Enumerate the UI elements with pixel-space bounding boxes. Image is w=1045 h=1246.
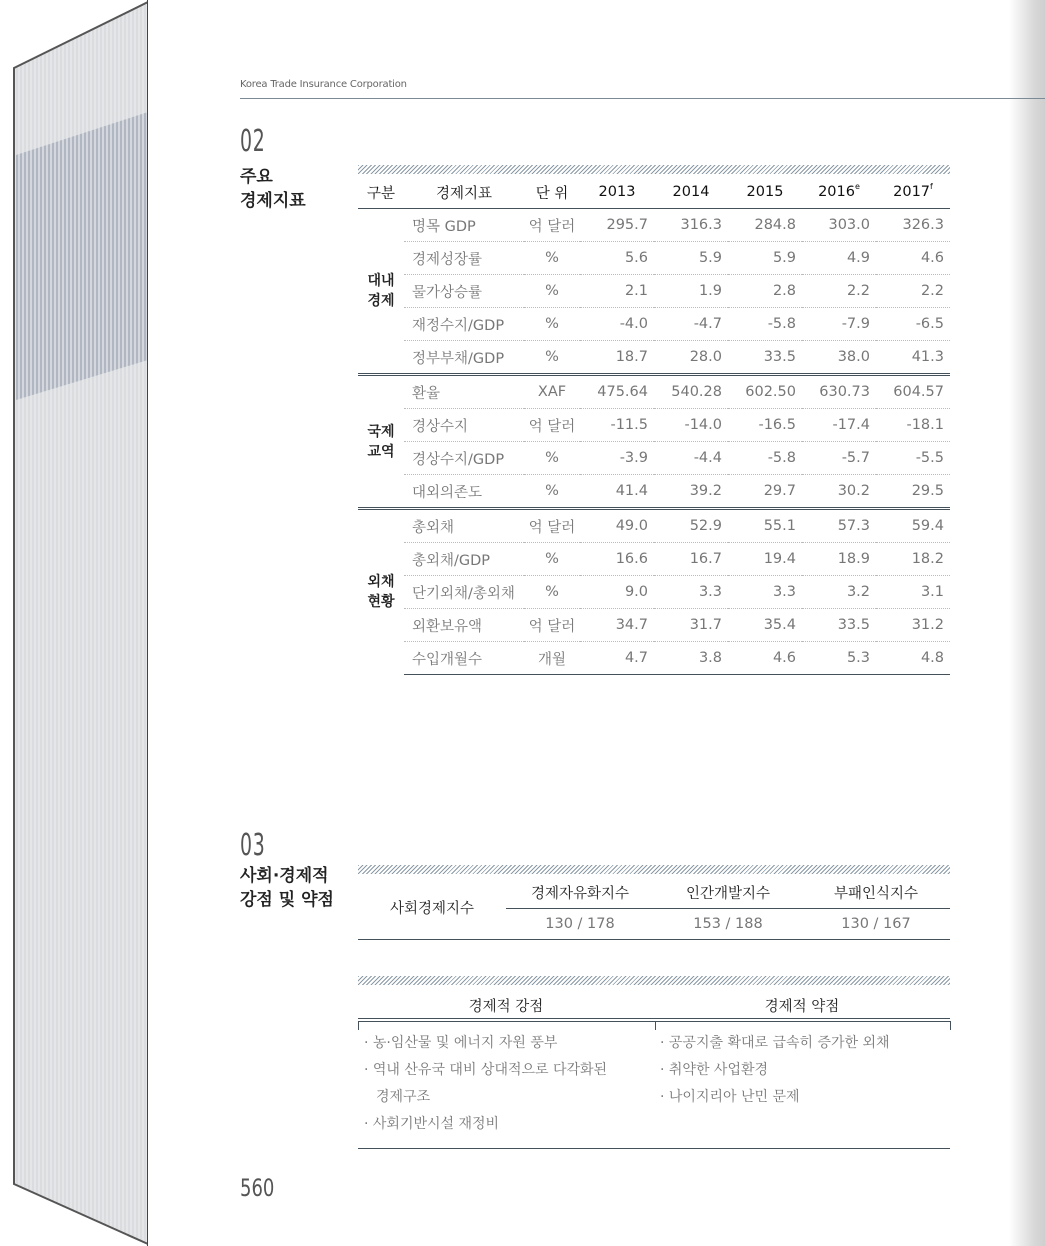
strengths-title: 경제적 강점 (468, 999, 544, 1015)
weakness-item: · 나이지리아 난민 문제 (660, 1089, 800, 1105)
indicator-name: 총외채 (404, 509, 524, 543)
indicator-name: 외환보유액 (404, 609, 524, 642)
indicator-value: 326.3 (876, 209, 950, 242)
section3-title-line1: 사회·경제적 (240, 866, 329, 886)
section2-title-line1: 주요 (240, 167, 273, 187)
indicator-unit: 억 달러 (524, 609, 580, 642)
table-row (358, 642, 950, 675)
indicator-unit: % (545, 483, 559, 499)
table-row (358, 543, 950, 576)
indicator-group (358, 209, 950, 375)
indicator-value: 3.8 (654, 642, 728, 675)
indicator-value: 19.4 (728, 543, 802, 576)
indicator-value: 4.6 (876, 242, 950, 275)
indicator-value: 3.3 (654, 576, 728, 609)
table-row (358, 409, 950, 442)
table-row (358, 442, 950, 475)
group-label (358, 375, 404, 509)
weakness-item: · 공공지출 확대로 급속히 증가한 외채 (660, 1035, 890, 1051)
strength-item: · 역내 산유국 대비 상대적으로 다각화된 (364, 1062, 608, 1078)
index-header: 부패인식지수 (802, 876, 950, 909)
indicator-value: 4.8 (876, 642, 950, 675)
indicator-value: 3.2 (802, 576, 876, 609)
index-value: 130 / 178 (506, 909, 654, 940)
indicator-value: -6.5 (876, 308, 950, 341)
indicator-value: -4.7 (654, 308, 728, 341)
indicator-value: 29.5 (911, 483, 944, 499)
strengths-list (364, 1030, 607, 1138)
indicator-value: -5.7 (802, 442, 876, 475)
book-edge (0, 0, 160, 1246)
indicator-name: 경상수지 (404, 409, 524, 442)
indicator-value: 602.50 (728, 375, 802, 409)
indicator-name: 경제성장률 (404, 242, 524, 275)
table-row (358, 475, 950, 509)
indicator-unit: % (524, 576, 580, 609)
indicator-value: 3.3 (728, 576, 802, 609)
table-hatch-bar (358, 165, 950, 174)
index-hatch-bar (358, 865, 950, 874)
indicator-value: 41.4 (615, 483, 648, 499)
indicator-value: 604.57 (876, 375, 950, 409)
index-row-label: 사회경제지수 (358, 876, 506, 940)
indicator-value: -7.9 (802, 308, 876, 341)
index-header: 경제자유화지수 (506, 876, 654, 909)
col-header: 2013 (580, 176, 654, 209)
indicator-value: 41.3 (911, 349, 944, 365)
page-number: 560 (240, 1174, 275, 1202)
index-header-row (358, 876, 950, 909)
weaknesses-bracket (655, 1021, 951, 1030)
indicator-value: 3.1 (876, 576, 950, 609)
indicator-value: -4.4 (654, 442, 728, 475)
group-label-line: 외채 (367, 574, 395, 591)
indicator-name: 단기외채/총외채 (404, 576, 524, 609)
page-gutter-shadow (1009, 0, 1045, 1246)
indicator-value: 2.1 (580, 275, 654, 308)
indicator-value: 4.7 (580, 642, 654, 675)
indicator-value: 35.4 (728, 609, 802, 642)
table-row (358, 341, 950, 375)
indicator-name: 명목 GDP (404, 209, 524, 242)
indicator-value: -4.0 (580, 308, 654, 341)
indicator-unit: 억 달러 (524, 409, 580, 442)
col-header: 단 위 (524, 176, 580, 209)
table-row (358, 242, 950, 275)
indicator-value: 295.7 (580, 209, 654, 242)
section3-title-line2: 강점 및 약점 (240, 890, 334, 910)
group-label-line: 국제 (367, 423, 395, 440)
strength-item: · 농·임산물 및 에너지 자원 풍부 (364, 1035, 558, 1051)
indicator-value: 2.2 (876, 275, 950, 308)
indicator-value: 57.3 (802, 509, 876, 543)
col-header: 구분 (358, 176, 404, 209)
year-label: 2017 (893, 184, 931, 200)
indicator-value: -18.1 (876, 409, 950, 442)
indicator-value: 5.3 (802, 642, 876, 675)
indicator-unit: % (524, 275, 580, 308)
indicator-value: 29.7 (763, 483, 796, 499)
indicator-value: 16.6 (580, 543, 654, 576)
indicator-unit: 억 달러 (524, 209, 580, 242)
indicator-value: 540.28 (654, 375, 728, 409)
strengths-weaknesses-header (358, 988, 950, 1019)
group-label-line: 교역 (367, 443, 395, 460)
table-row (358, 576, 950, 609)
section3-title (240, 864, 334, 912)
indicator-name: 정부부채/GDP (412, 350, 505, 367)
indicator-unit: 개월 (524, 642, 580, 675)
indicator-name: 물가상승률 (404, 275, 524, 308)
page (148, 0, 1045, 1246)
indicator-value: -3.9 (580, 442, 654, 475)
indicator-value: -14.0 (654, 409, 728, 442)
indicator-unit: XAF (524, 375, 580, 409)
strength-item: · 사회기반시설 재정비 (364, 1116, 500, 1132)
indicator-name: 환율 (404, 375, 524, 409)
group-label (358, 209, 404, 375)
header-rule (240, 98, 1045, 99)
index-value: 153 / 188 (654, 909, 802, 940)
sw-bottom-rule (358, 1148, 950, 1149)
table-row (358, 375, 950, 409)
group-label-line: 대내 (367, 273, 395, 289)
strengths-bracket (358, 1021, 656, 1030)
indicator-value: 284.8 (728, 209, 802, 242)
indicator-value: 1.9 (654, 275, 728, 308)
indicator-name: 경상수지/GDP (404, 442, 524, 475)
indicator-value: 316.3 (654, 209, 728, 242)
table-row (358, 609, 950, 642)
indicator-value: 18.2 (876, 543, 950, 576)
indicator-value: 28.0 (689, 349, 722, 365)
weakness-item: · 취약한 사업환경 (660, 1062, 769, 1078)
indicator-value: 33.5 (802, 609, 876, 642)
running-header: Korea Trade Insurance Corporation (240, 79, 407, 90)
indicator-value: 16.7 (654, 543, 728, 576)
table-row (358, 209, 950, 242)
col-header (876, 176, 950, 209)
col-header (802, 176, 876, 209)
index-header: 인간개발지수 (654, 876, 802, 909)
forecast-marker: f (930, 182, 933, 191)
indicator-value: 18.9 (802, 543, 876, 576)
col-header: 2015 (728, 176, 802, 209)
indicator-value: 475.64 (580, 375, 654, 409)
indicator-value: 303.0 (802, 209, 876, 242)
col-header: 경제지표 (404, 176, 524, 209)
indicator-value: -5.8 (728, 442, 802, 475)
indicator-value: -11.5 (580, 409, 654, 442)
indicator-value: 18.7 (615, 349, 648, 365)
table-header-row (358, 176, 950, 209)
indicator-unit: % (524, 442, 580, 475)
col-header: 2014 (654, 176, 728, 209)
indicator-value: 2.8 (728, 275, 802, 308)
indicator-value: 4.9 (802, 242, 876, 275)
indicator-value: 5.9 (654, 242, 728, 275)
indicator-unit: 억 달러 (524, 509, 580, 543)
group-label-line: 경제 (367, 293, 395, 309)
table-row (358, 275, 950, 308)
indicator-value: -5.8 (728, 308, 802, 341)
estimate-marker: e (854, 182, 860, 191)
indicator-value: 33.5 (763, 349, 796, 365)
indicator-value: 5.6 (580, 242, 654, 275)
indicator-group (358, 375, 950, 509)
indicator-value: 30.2 (837, 483, 870, 499)
indicator-value: 31.2 (876, 609, 950, 642)
indicator-value: 52.9 (654, 509, 728, 543)
section2-title (240, 165, 306, 213)
section2-number: 02 (240, 124, 266, 159)
indicator-value: 9.0 (580, 576, 654, 609)
section2-title-line2: 경제지표 (240, 191, 306, 211)
indicator-value: 49.0 (580, 509, 654, 543)
indicator-unit: % (524, 543, 580, 576)
group-label (358, 509, 404, 675)
indicator-value: -5.5 (876, 442, 950, 475)
socioeconomic-index-table (358, 876, 950, 940)
indicator-value: 34.7 (580, 609, 654, 642)
table-row (358, 308, 950, 341)
indicator-value: 59.4 (876, 509, 950, 543)
year-label: 2016 (818, 184, 855, 200)
indicator-value: -17.4 (802, 409, 876, 442)
strength-item: 경제구조 (376, 1089, 431, 1105)
indicator-value: -16.5 (728, 409, 802, 442)
indicator-value: 38.0 (837, 349, 870, 365)
indicator-name: 대외의존도 (412, 484, 483, 501)
weaknesses-list (660, 1030, 890, 1111)
indicator-group (358, 509, 950, 675)
indicator-value: 630.73 (802, 375, 876, 409)
indicator-value: 39.2 (689, 483, 722, 499)
indicator-name: 총외채/GDP (404, 543, 524, 576)
indicator-name: 재정수지/GDP (404, 308, 524, 341)
indicator-unit: % (524, 242, 580, 275)
indicator-value: 5.9 (728, 242, 802, 275)
indicator-value: 31.7 (654, 609, 728, 642)
indicator-name: 수입개월수 (404, 642, 524, 675)
indicator-unit: % (524, 308, 580, 341)
table-row (358, 509, 950, 543)
indicator-value: 55.1 (728, 509, 802, 543)
indicator-value: 2.2 (802, 275, 876, 308)
weaknesses-title: 경제적 약점 (764, 999, 840, 1015)
section3-number: 03 (240, 828, 266, 863)
indicator-unit: % (545, 349, 559, 365)
group-label-line: 현황 (367, 594, 395, 611)
indicator-value: 4.6 (728, 642, 802, 675)
index-value: 130 / 167 (802, 909, 950, 940)
sw-hatch-bar (358, 976, 950, 985)
economic-indicators-table (358, 176, 950, 675)
